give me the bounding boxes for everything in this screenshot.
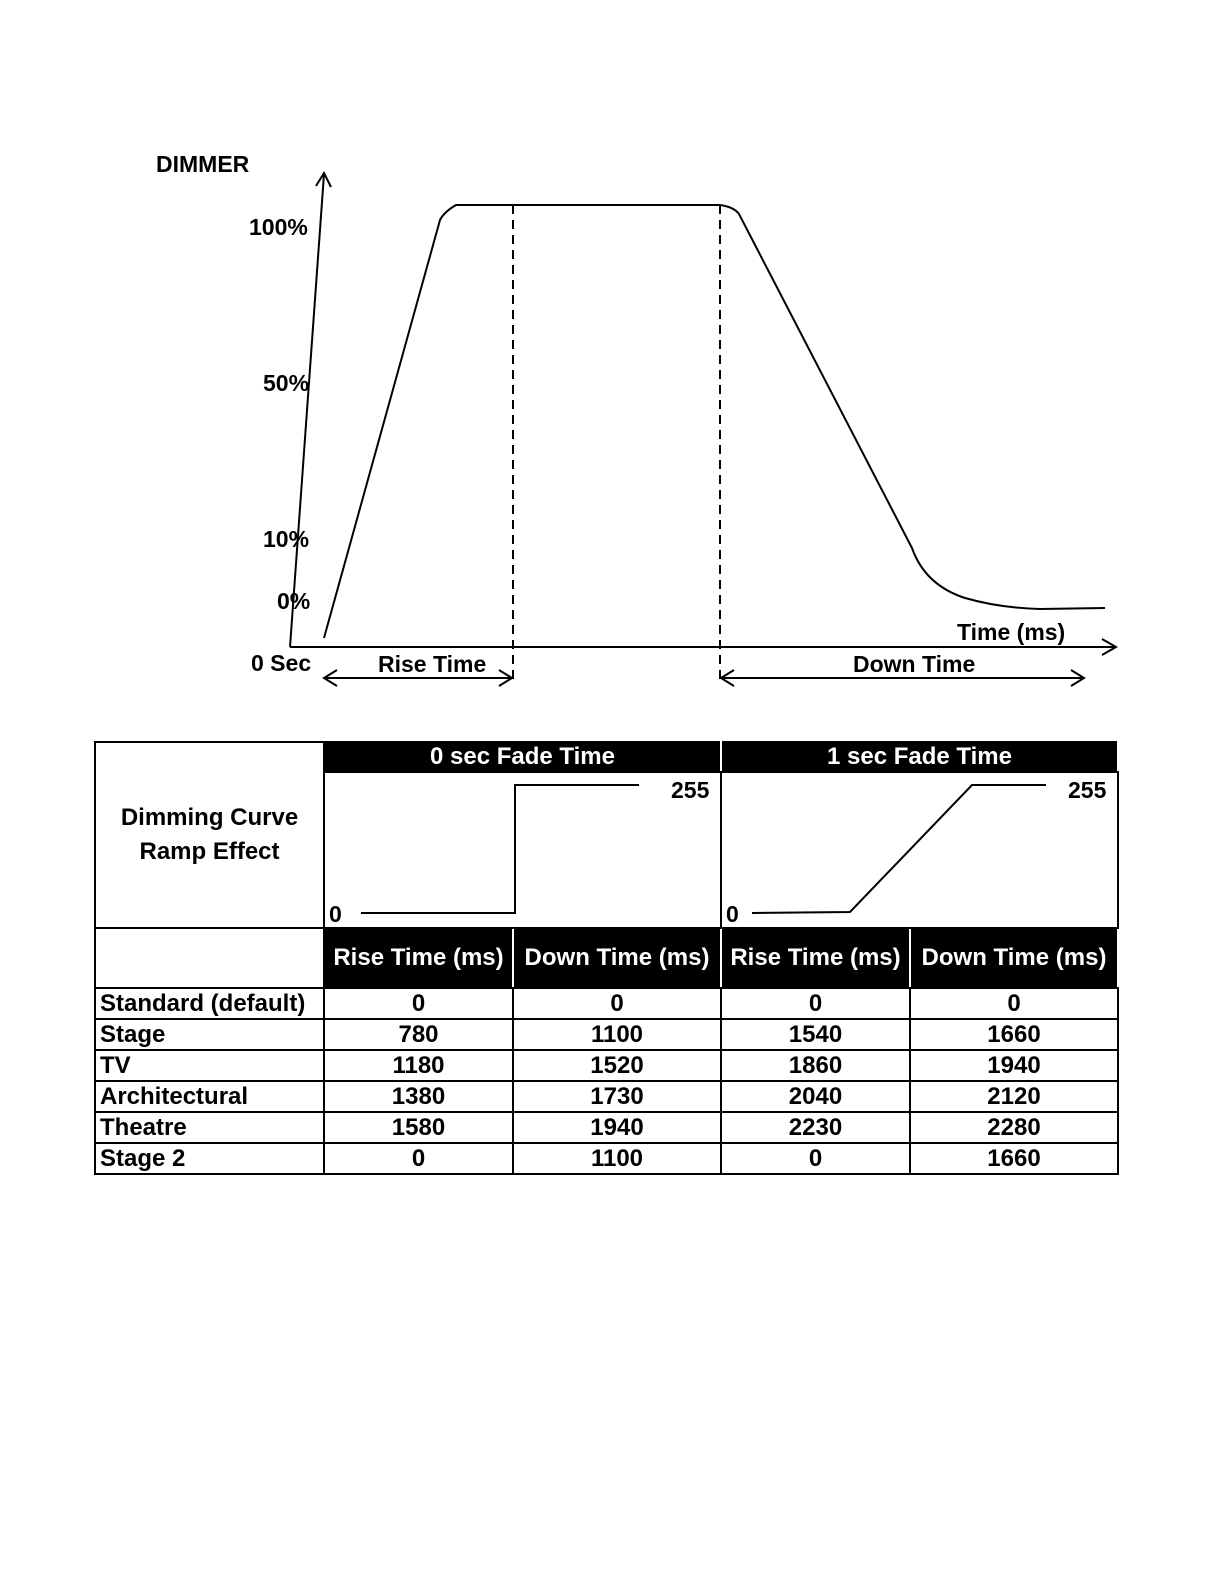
y-axis-title: DIMMER: [156, 151, 250, 177]
table-cell: 1860: [721, 1050, 910, 1081]
table-cell: 1660: [910, 1143, 1118, 1174]
fade-0sec-header: 0 sec Fade Time: [324, 742, 721, 772]
fade-1sec-max-label: 255: [1068, 777, 1107, 803]
table-row: [95, 1112, 1118, 1143]
table-cell: 1940: [513, 1112, 721, 1143]
table-cell: 2280: [910, 1112, 1118, 1143]
rise-time-label: Rise Time: [378, 651, 487, 677]
table-cell: 780: [324, 1019, 513, 1050]
y-tick-0: 0%: [277, 588, 311, 614]
row-label: Stage: [95, 1019, 324, 1050]
table-row: [95, 1081, 1118, 1112]
table-cell: 0: [324, 988, 513, 1019]
fade-0sec-curve-cell: [324, 772, 721, 928]
table-cell: 1100: [513, 1143, 721, 1174]
col-header-rise-0sec: Rise Time (ms): [324, 928, 513, 988]
fade-0sec-min-label: 0: [329, 901, 342, 927]
y-axis-line: [290, 174, 324, 647]
row-label: Architectural: [95, 1081, 324, 1112]
x-axis-title: Time (ms): [957, 619, 1066, 645]
step-curve-line: [361, 785, 639, 913]
table-cell: 1660: [910, 1019, 1118, 1050]
table-cell: 2230: [721, 1112, 910, 1143]
table-row: [95, 1050, 1118, 1081]
table-row: [95, 988, 1118, 1019]
table-cell: 1520: [513, 1050, 721, 1081]
table-cell: 1940: [910, 1050, 1118, 1081]
row-label: Standard (default): [95, 988, 324, 1019]
y-tick-50: 50%: [263, 370, 310, 396]
fade-1sec-curve-cell: [721, 772, 1118, 928]
col-header-down-0sec: Down Time (ms): [513, 928, 721, 988]
col-header-down-1sec: Down Time (ms): [910, 928, 1118, 988]
fade-header-row: [95, 742, 1118, 772]
table-cell: 1180: [324, 1050, 513, 1081]
down-time-label: Down Time: [853, 651, 976, 677]
row-label: TV: [95, 1050, 324, 1081]
table-cell: 1540: [721, 1019, 910, 1050]
table-row: [95, 1143, 1118, 1174]
fade-1sec-header: 1 sec Fade Time: [721, 742, 1118, 772]
table-cell: 1730: [513, 1081, 721, 1112]
fade-0sec-max-label: 255: [671, 777, 710, 803]
fade-1sec-ramp-curve: [722, 773, 1118, 927]
table-cell: 2040: [721, 1081, 910, 1112]
table-cell: 1380: [324, 1081, 513, 1112]
table-cell: 0: [721, 1143, 910, 1174]
table-cell: 0: [910, 988, 1118, 1019]
corner-title-line-1: Dimming Curve: [120, 804, 299, 831]
corner-title-line-2: Ramp Effect: [139, 838, 280, 865]
dimming-curve-ramp-effect-title: [95, 742, 324, 928]
table-row: [95, 1019, 1118, 1050]
row-label: Stage 2: [95, 1143, 324, 1174]
fade-0sec-step-curve: [325, 773, 721, 927]
column-header-row: [95, 928, 1118, 988]
col-header-rise-1sec: Rise Time (ms): [721, 928, 910, 988]
dimmer-curve: [324, 205, 1105, 638]
table-cell: 0: [513, 988, 721, 1019]
origin-label: 0 Sec: [251, 650, 312, 676]
table-cell: 0: [721, 988, 910, 1019]
y-tick-100: 100%: [249, 214, 308, 240]
ramp-curve-line: [752, 785, 1046, 913]
row-label: Theatre: [95, 1112, 324, 1143]
y-tick-10: 10%: [263, 526, 310, 552]
ramp-effect-table: [94, 741, 1119, 1175]
column-header-corner: [95, 928, 324, 988]
table-cell: 1100: [513, 1019, 721, 1050]
dimmer-ramp-diagram: [0, 0, 1224, 720]
fade-1sec-min-label: 0: [726, 901, 739, 927]
table-cell: 2120: [910, 1081, 1118, 1112]
table-cell: 1580: [324, 1112, 513, 1143]
table-cell: 0: [324, 1143, 513, 1174]
